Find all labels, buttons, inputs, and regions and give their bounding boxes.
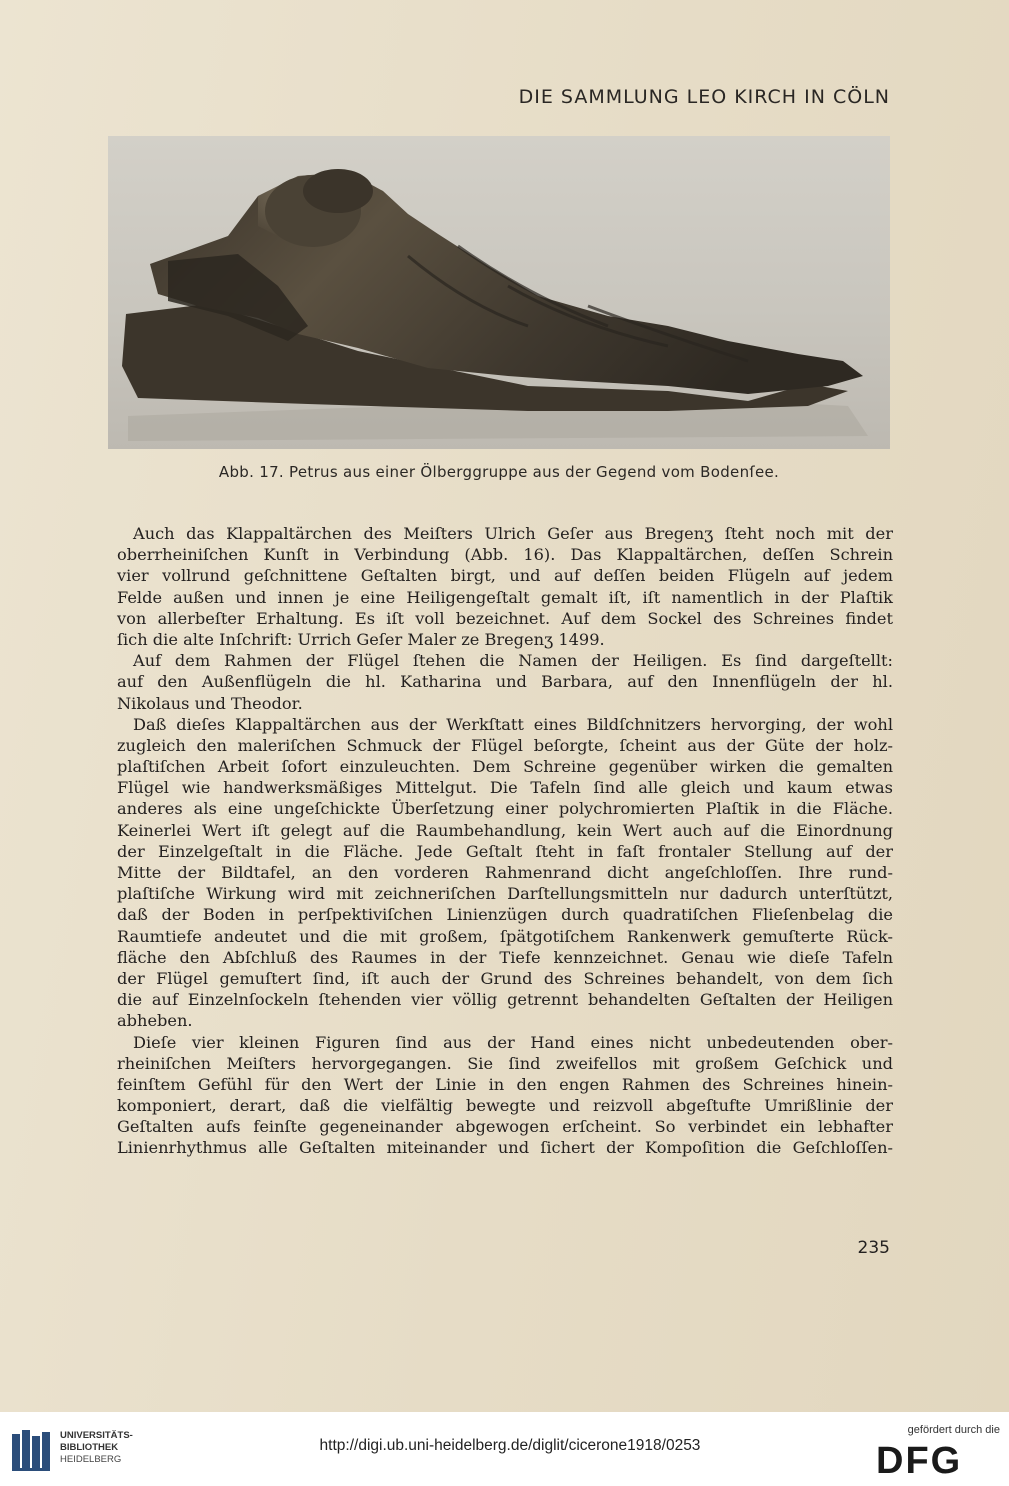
text-line: auf den Außenflügeln die hl. Katharina und Barbara, auf den Innenflügeln der hl. [117,672,893,692]
paragraph [117,714,893,1032]
figure-photo [108,136,890,449]
text-line: rheiniſchen Meiſters hervorgegangen. Sie ſind zweifellos mit großem Geſchick und [117,1053,893,1073]
text-line: plaſtiſche Wirkung wird mit zeichneriſchen Darſtellungsmitteln nur dadurch unterſtützt, [117,884,893,904]
funder-label: gefördert durch die [907,1424,1000,1436]
text-line: Nikolaus und Theodor. [117,693,303,713]
paragraph [117,1032,893,1159]
text-line: Felde außen und innen je eine Heiligengeſtalt gemalt iſt, iſt namentlich in der Plaſtik [117,587,893,607]
text-line: der Flügel gemuſtert ſind, iſt auch der Grund des Schreines behandelt, von dem ſich [117,968,893,988]
text-line: feinſtem Gefühl für den Wert der Linie in den engen Rahmen des Schreines hinein- [117,1074,893,1094]
text-line: plaſtiſchen Arbeit ſofort einzuleuchten. Dem Schreine gegenüber wirken die gemalten [117,757,893,777]
university-library-label [60,1430,180,1466]
text-line: daß der Boden in perſpektiviſchen Linienzügen durch quadratiſchen Flieſenbelag die [117,905,893,925]
body-text [117,523,893,1159]
text-line: komponiert, derart, daß die vielfältig bewegte und reizvoll abgeſtufte Umrißlinie der [117,1096,893,1116]
dfg-logo: DFG [876,1440,963,1482]
library-line: UNIVERSITÄTS- [60,1430,133,1441]
text-line: zugleich den maleriſchen Schmuck der Flügel beſorgte, ſcheint aus der Güte der holz- [117,735,893,755]
text-line: Auch das Klappaltärchen des Meiſters Ulrich Geſer aus Bregenʒ ſteht noch mit der [133,524,893,543]
text-line: Raumtiefe andeutet und die mit großem, ſpätgotiſchem Rankenwerk gemuſterte Rück- [117,926,893,946]
text-line: Flügel wie handwerksmäßiges Mittelgut. Die Tafeln ſind alle gleich und kaum etwas [117,778,893,798]
text-line: vier vollrund geſchnittene Geſtalten birgt, und auf deſſen beiden Flügeln auf jedem [117,566,893,586]
text-line: Auf dem Rahmen der Flügel ſtehen die Namen der Heiligen. Es ſind dargeſtellt: [133,651,893,671]
text-line: Dieſe vier kleinen Figuren ſind aus der Hand eines nicht unbedeutenden ober- [133,1032,893,1052]
running-head: DIE SAMMLUNG LEO KIRCH IN CÖLN [518,86,890,108]
permalink-url[interactable]: http://digi.ub.uni-heidelberg.de/diglit/cicerone1918/0253 [319,1437,701,1454]
figure-hair [303,169,373,213]
text-line: fläche den Abſchluß des Raumes in der Tiefe kennzeichnet. Genau wie dieſe Tafeln [117,947,893,967]
text-line: Linienrhythmus alle Geſtalten miteinander und ſichert der Kompoſition die Geſchloſſen- [117,1138,893,1158]
library-line: BIBLIOTHEK [60,1442,119,1453]
text-line: ſich die alte Inſchrift: Urrich Geſer Maler ze Bregenʒ 1499. [117,629,605,649]
text-line: abheben. [117,1011,193,1031]
text-line: Geſtalten aufs feinſte gegeneinander abgewogen erſcheint. So verbindet ein lebhafter [117,1117,893,1137]
text-line: oberrheiniſchen Kunſt in Verbindung (Abb. 16). Das Klappaltärchen, deſſen Schrein [117,545,893,565]
text-line: der Einzelgeſtalt in die Fläche. Jede Geſtalt ſteht in faſt frontaler Stellung auf der [117,841,893,861]
text-line: Keinerlei Wert iſt gelegt auf die Raumbehandlung, kein Wert auch auf die Einordnung [117,820,893,840]
library-line: HEIDELBERG [60,1454,122,1465]
text-line: Mitte der Bildtafel, an den vorderen Rahmenrand dicht angeſchloſſen. Ihre rund- [117,863,893,882]
paragraph [117,650,893,714]
paragraph [117,523,893,650]
university-library-logo-icon [10,1428,54,1472]
figure-caption: Abb. 17. Petrus aus einer Ölberggruppe aus der Gegend vom Bodenſee. [218,463,780,481]
text-line: anderes als eine ungeſchickte Überſetzung einer polychromierten Plaſtik in die Fläche. [117,799,893,819]
text-line: von allerbeſter Erhaltung. Es iſt voll bezeichnet. Auf dem Sockel des Schreines findet [117,608,893,628]
text-line: die auf Einzelnſockeln ſtehenden vier völlig getrennt behandelten Geſtalten der Heiligen [117,990,893,1010]
text-line: Daß dieſes Klappaltärchen aus der Werkſtatt eines Bildſchnitzers hervorging, der wohl [133,714,893,734]
page-number: 235 [857,1238,890,1258]
